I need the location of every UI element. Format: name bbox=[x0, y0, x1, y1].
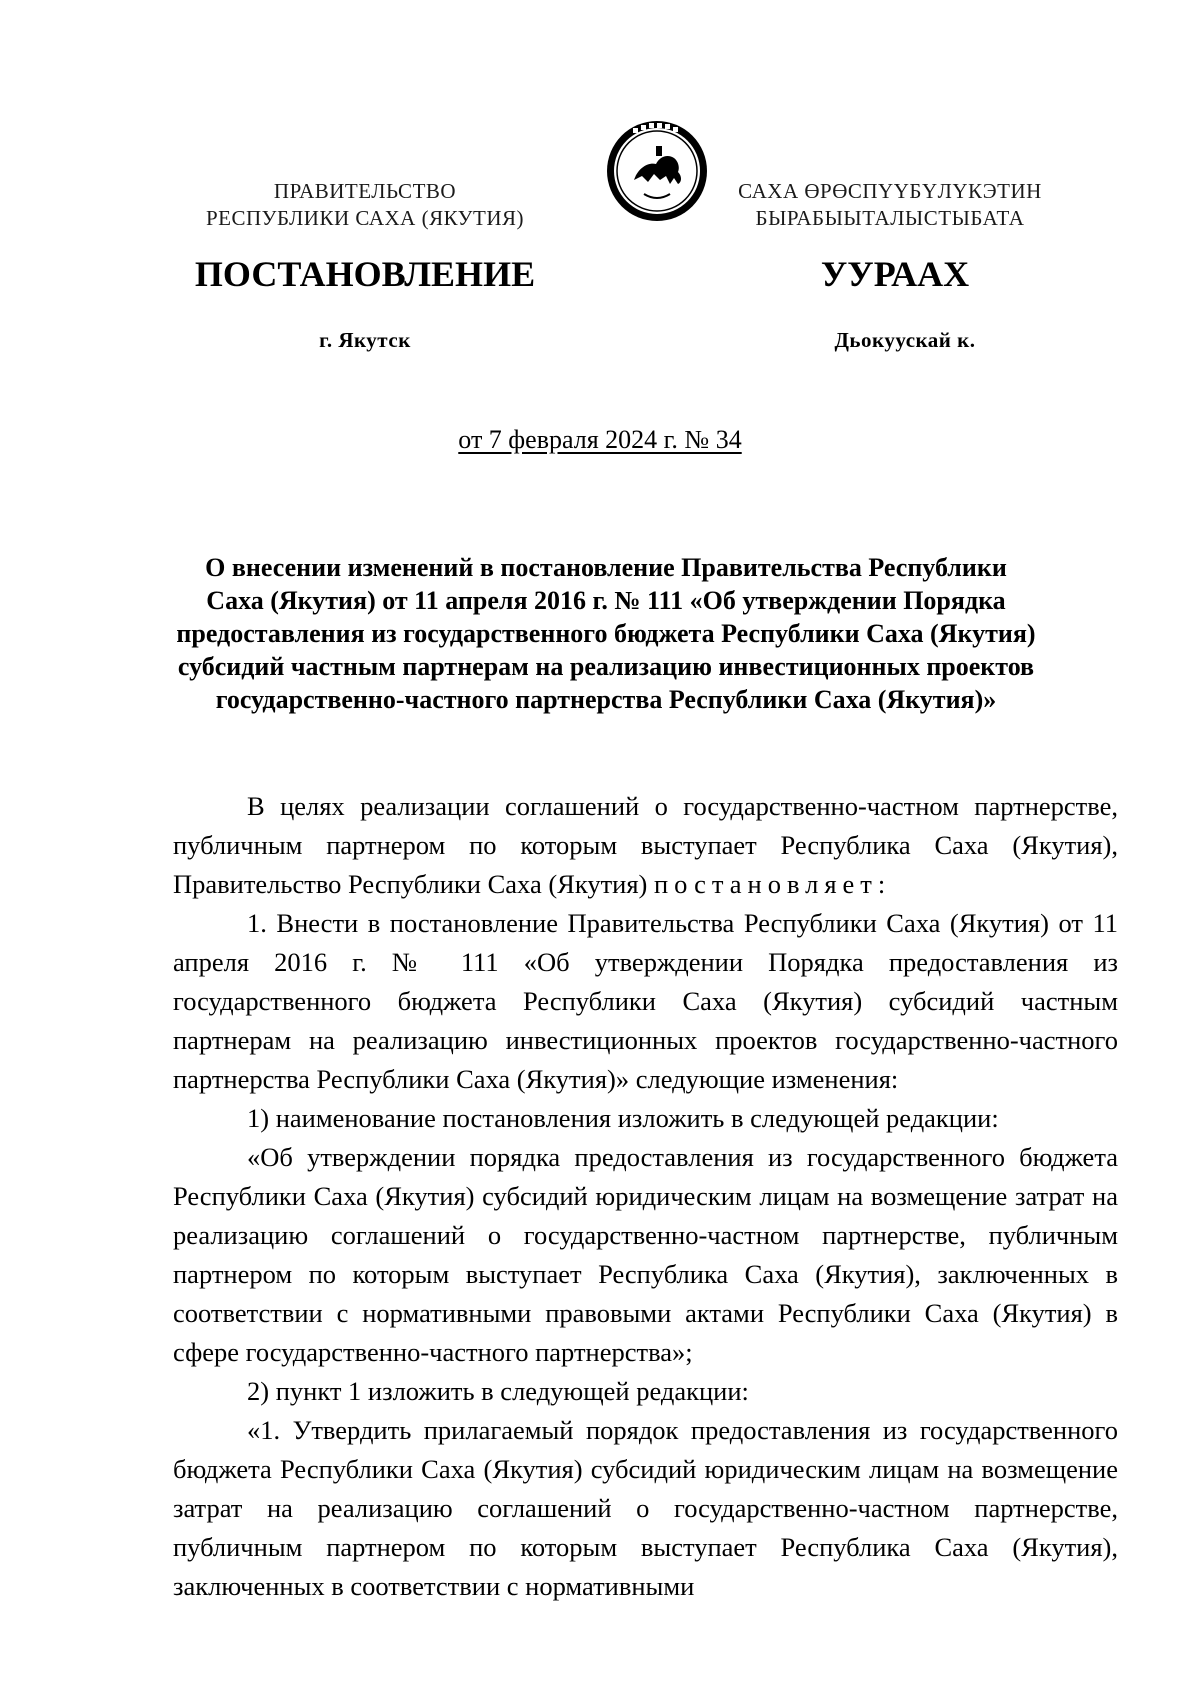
date-number-text: от 7 февраля 2024 г. № 34 bbox=[458, 425, 742, 454]
document-body bbox=[173, 787, 1118, 1606]
header-left-line2: РЕСПУБЛИКИ САХА (ЯКУТИЯ) bbox=[205, 206, 525, 230]
title-line: предоставления из государственного бюджета Республики Саха (Якутия) bbox=[176, 619, 1036, 648]
body-paragraph: «Об утверждении порядка предоставления из государственного бюджета Республики Саха (Якутия) субсидий юридическим лицам на возмещение затрат на реализацию соглашений о государственно-частном партнерстве, публичным партнером по которым выступает Республика Саха (Якутия), заключенных в соответствии с нормативными правовыми актами Республики Саха (Якутия) в сфере государственно-частного партнерства»; bbox=[173, 1142, 1118, 1367]
body-paragraph: 2) пункт 1 изложить в следующей редакции: bbox=[247, 1376, 749, 1406]
title-line: О внесении изменений в постановление Правительства Республики bbox=[205, 553, 1007, 582]
doc-type-russian: ПОСТАНОВЛЕНИЕ bbox=[194, 254, 536, 294]
header-left-line1: ПРАВИТЕЛЬСТВО bbox=[273, 179, 457, 203]
resolves-word: постановляет: bbox=[654, 869, 892, 899]
date-number-line bbox=[0, 423, 1200, 457]
title-line: Саха (Якутия) от 11 апреля 2016 г. № 111 «Об утверждении Порядка bbox=[206, 586, 1006, 615]
header-right-line1: САХА ӨРӨСПҮҮБҮЛҮКЭТИН bbox=[738, 179, 1042, 203]
document-title bbox=[160, 551, 1052, 716]
body-paragraph: «1. Утвердить прилагаемый порядок предоставления из государственного бюджета Республики Саха (Якутия) субсидий юридическим лицам на возмещение затрат на реализацию соглашений о государственно-частном партнерстве, публичным партнером по которым выступает Республика Саха (Якутия), заключенных в соответствии с нормативными bbox=[173, 1415, 1118, 1601]
place-russian: г. Якутск bbox=[319, 328, 411, 352]
body-paragraph: 1) наименование постановления изложить в следующей редакции: bbox=[247, 1103, 999, 1133]
body-paragraph bbox=[173, 787, 1118, 904]
place-sakha: Дьокуускай к. bbox=[834, 328, 976, 352]
header-right-line2: БЫРАБЫЫТАЛЫСТЫБАТА bbox=[755, 206, 1025, 230]
header-left bbox=[155, 178, 575, 232]
header-right bbox=[680, 178, 1100, 232]
doc-type-sakha: УУРААХ bbox=[820, 254, 970, 294]
preamble-text: В целях реализации соглашений о государственно-частном партнерстве, публичным партнером по которым выступает Республика Саха (Якутия), Правительство Республики Саха (Якутия) bbox=[173, 791, 1118, 899]
title-line: государственно-частного партнерства Республики Саха (Якутия)» bbox=[215, 685, 997, 714]
title-line: субсидий частным партнерам на реализацию инвестиционных проектов bbox=[177, 652, 1035, 681]
body-paragraph: 1. Внести в постановление Правительства Республики Саха (Якутия) от 11 апреля 2016 г. № 111 «Об утверждении Порядка предоставления из государственного бюджета Республики Саха (Якутия) субсидий частным партнерам на реализацию инвестиционных проектов государственно-частного партнерства Республики Саха (Якутия)» следующие изменения: bbox=[173, 908, 1118, 1094]
